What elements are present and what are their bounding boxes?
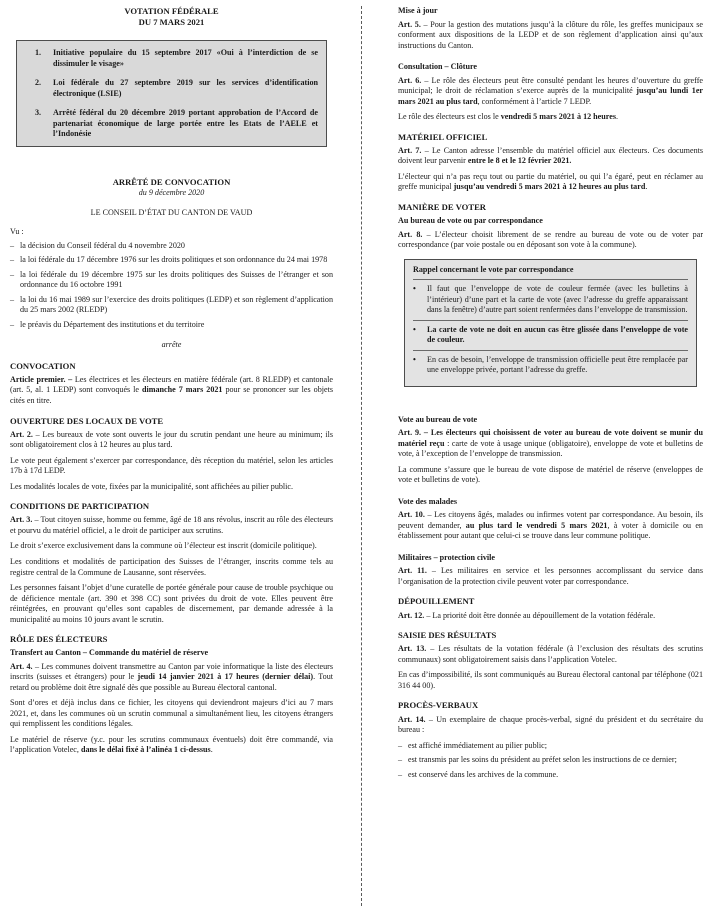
divider [413,320,688,321]
ballot-objects-box [16,40,327,147]
paragraph: En cas d’impossibilité, ils sont communiqués au Bureau électoral cantonal par téléphone (021 316 44 00). [398,670,703,690]
paragraph: Les modalités locales de vote, fixées par la municipalité, sont affichées au pilier public. [10,481,294,491]
ballot-object-text: Loi fédérale du 27 septembre 2019 sur les services d’identification électronique (LSIE) [53,78,318,98]
vu-item: – la loi fédérale du 17 décembre 1976 sur les droits politiques et son ordonnance du 24 mai 1978 [10,255,328,265]
column-divider [361,6,362,906]
section-heading-ouverture: OUVERTURE DES LOCAUX DE VOTE [10,415,164,426]
paragraph: Les conditions et modalités de participation des Suisses de l’étranger, inscrits comme tels au registre central de la Commune de Lausanne, sont réservées. [10,556,333,577]
section-heading-conditions: CONDITIONS DE PARTICIPATION [10,501,150,512]
section-heading-depouillement: DÉPOUILLEMENT [398,596,475,607]
paragraph: Le droit s’exerce exclusivement dans la commune où l’électeur est inscrit (domicile politique). [10,541,317,551]
subheading-mise-a-jour: Mise à jour [398,6,438,15]
section-heading-role: RÔLE DES ÉLECTEURS [10,634,108,645]
document-date: DU 7 MARS 2021 [138,17,205,28]
article-13: Art. 13. – Les résultats de la votation fédérale (à l’exclusion des résultats des scrutins communaux) sont obligatoirement saisis dans l’application Votelec. [398,644,704,664]
pv-item: – est conservé dans les archives de la commune. [398,769,559,779]
left-column [10,6,333,761]
article-5: Art. 5. – Pour la gestion des mutations jusqu’à la clôture du rôle, les greffes municipaux se conforment aux dispositions de la LEDP et de son règlement d’application ainsi qu’aux instructions du Canton. [398,19,704,50]
paragraph: L’électeur qui n’a pas reçu tout ou partie du matériel, ou qui l’a égaré, peut en réclamer au greffe municipal jusqu’au vendredi 5 mars 2021 à 12 heures au plus tard. [398,171,703,192]
rappel-heading: Rappel concernant le vote par correspondance [413,264,574,274]
bullet-icon: • [413,284,416,294]
article-3: Art. 3. – Tout citoyen suisse, homme ou femme, âgé de 18 ans révolus, inscrit au rôle des électeurs et pourvu du matériel officiel, a le droit de participer aux scrutins. [10,515,333,535]
subheading-vote-malades: Vote des malades [398,496,458,506]
subheading-militaires: Militaires – protection civile [398,552,496,562]
rappel-item: • La carte de vote ne doit en aucun cas être glissée dans l’enveloppe de vote de couleur. [413,324,688,345]
ballot-object-number: 1. [35,48,42,58]
section-heading-convocation: CONVOCATION [10,360,76,371]
section-heading-proces-verbaux: PROCÈS-VERBAUX [398,700,479,711]
arrete-title: ARRÊTÉ DE CONVOCATION [112,176,231,187]
paragraph: Le rôle des électeurs est clos le vendredi 5 mars 2021 à 12 heures. [398,112,618,122]
ballot-object [25,48,318,69]
article-4: Art. 4. – Les communes doivent transmettre au Canton par voie informatique la liste des électeurs inscrits (suisses et étrangers) pour le jeudi 14 janvier 2021 à 17 heures (dernier délai). Tout retard ou problème doit être signalé dès que possible au Bureau électoral cantonal. [10,661,334,692]
article-2: Art. 2. – Les bureaux de vote sont ouverts le jour du scrutin pendant une heure au minimum; ils sont obligatoirement clos à 12 heures au plus tard. [10,429,333,450]
bullet-icon: • [413,354,416,364]
divider [413,350,688,351]
right-column [398,6,703,784]
divider [413,279,688,280]
subheading-vote-bureau: Vote au bureau de vote [398,414,478,424]
ballot-object-text: Arrêté fédéral du 20 décembre 2019 portant approbation de l’Accord de partenariat économique de large portée entre les Etats de l’AELE et l’Indonésie [53,108,318,139]
rappel-item: • En cas de besoin, l’enveloppe de transmission officielle peut être remplacée par une enveloppe privée, portant l’adresse du greffe. [413,354,688,375]
article-8: Art. 8. – L’électeur choisit librement de se rendre au bureau de vote ou de voter par correspondance (par voie postale ou en déposant son vote à la commune). [398,229,704,250]
article-10: Art. 10. – Les citoyens âgés, malades ou infirmes votent par correspondance. Au besoin, ils peuvent demander, au plus tard le vendredi 5 mars 2021, à voter à domicile ou en établissement pour autant que celui-ci se trouve dans leur commune politique. [398,510,703,541]
council-name: LE CONSEIL D’ÉTAT DU CANTON DE VAUD [90,207,253,217]
ballot-object [25,108,318,140]
vu-item: – la loi fédérale du 19 décembre 1975 sur les droits politiques des Suisses de l’étranger et son ordonnance du 16 octobre 1991 [10,269,333,290]
ballot-object-number: 3. [35,108,42,118]
paragraph: Sont d’ores et déjà inclus dans ce fichier, les citoyens qui deviendront majeurs d’ici au 7 mars 2021, et, dans les communes où un scrutin communal a simultanément lieu, les citoyens étrangers qui remplissent les conditions légales. [10,698,333,729]
vu-item: – le préavis du Département des institutions et du territoire [10,319,205,329]
rappel-item: • Il faut que l’enveloppe de vote de couleur fermée (avec les bulletins à l’intérieur) d’une part et la carte de vote (avec l’adresse du greffe apparaissant dans la fenêtre) d’autre part soient renfermées dans l’enveloppe de transmission. [413,284,688,315]
pv-item: – est affiché immédiatement au pilier public; [398,740,547,750]
article-12: Art. 12. – La priorité doit être donnée au dépouillement de la votation fédérale. [398,610,656,620]
article-9: Art. 9. – Les électeurs qui choisissent de voter au bureau de vote doivent se munir du matériel reçu : carte de vote à usage unique (obligatoire), enveloppe de vote et bulletins de vote, à l’exception de l’enveloppe de transmission. [398,428,704,459]
rappel-box [404,259,697,387]
vu-label: Vu : [10,227,24,237]
document-title: VOTATION FÉDÉRALE [124,6,219,16]
subheading-consultation: Consultation – Clôture [398,62,477,72]
section-heading-materiel: MATÉRIEL OFFICIEL [398,131,488,142]
paragraph: Le matériel de réserve (y.c. pour les scrutins communaux éventuels) doit être commandé, via l’application Votelec, dans le délai fixé à l’alinéa 1 ci-dessus. [10,734,333,755]
paragraph: Les personnes faisant l’objet d’une curatelle de portée générale pour cause de trouble psychique ou de déficience mentale (art. 390 et 398 CC) sont privées du droit de vote. Elles peuvent être réintégrées, en prouvant qu’elles sont capables de discernement, par demande adressée à la municipalité au moins 10 jours avant le scrutin. [10,583,333,624]
bullet-icon: • [413,324,416,334]
subheading-bureau-correspondance: Au bureau de vote ou par correspondance [398,216,543,226]
article-6: Art. 6. – Le rôle des électeurs peut être consulté pendant les heures d’ouverture du greffe municipal; le droit de réclamation s’exerce auprès de la municipalité jusqu’au lundi 1er mars 2021 au plus tard, conformément à l’article 7 LEDP. [398,75,704,106]
article-14: Art. 14. – Un exemplaire de chaque procès-verbal, signé du président et du secrétaire du bureau : [398,714,703,735]
pv-item: – est transmis par les soins du président au préfet selon les instructions de ce dernier; [398,755,677,765]
article-11: Art. 11. – Les militaires en service et les personnes accomplissant du service dans l’organisation de la protection civile peuvent voter par correspondance. [398,566,703,586]
arrete-date: du 9 décembre 2020 [138,188,205,198]
article-7: Art. 7. – Le Canton adresse l’ensemble du matériel officiel aux électeurs. Ces documents doivent leur parvenir entre le 8 et le 12 février 2021. [398,145,704,166]
ballot-object-number: 2. [35,78,42,88]
ballot-object-text: Initiative populaire du 15 septembre 2017 «Oui à l’interdiction de se dissimuler le visage» [53,48,318,68]
vu-item: – la décision du Conseil fédéral du 4 novembre 2020 [10,240,185,250]
section-heading-maniere: MANIÈRE DE VOTER [398,201,487,212]
arrete-word: arrête [161,340,182,350]
section-heading-saisie: SAISIE DES RÉSULTATS [398,630,497,641]
paragraph: La commune s’assure que le bureau de vote dispose de matériel de réserve (enveloppes de vote et bulletins de vote). [398,464,703,485]
ballot-object [25,78,318,99]
vu-item: – la loi du 16 mai 1989 sur l’exercice des droits politiques (LEDP) et son règlement d’application du 25 mars 2002 (RLEDP) [10,294,333,315]
paragraph: Le vote peut également s’exercer par correspondance, dès réception du matériel, selon les articles 17b à 17d LEDP. [10,455,333,476]
subheading-transfert: Transfert au Canton – Commande du matériel de réserve [10,648,209,658]
article-1: Article premier. – Les électrices et les électeurs en matière fédérale (art. 8 RLEDP) et cantonale (art. 5, al. 1 LEDP) sont convoqués le dimanche 7 mars 2021 pour se prononcer sur les objets cités en titre. [10,374,333,405]
